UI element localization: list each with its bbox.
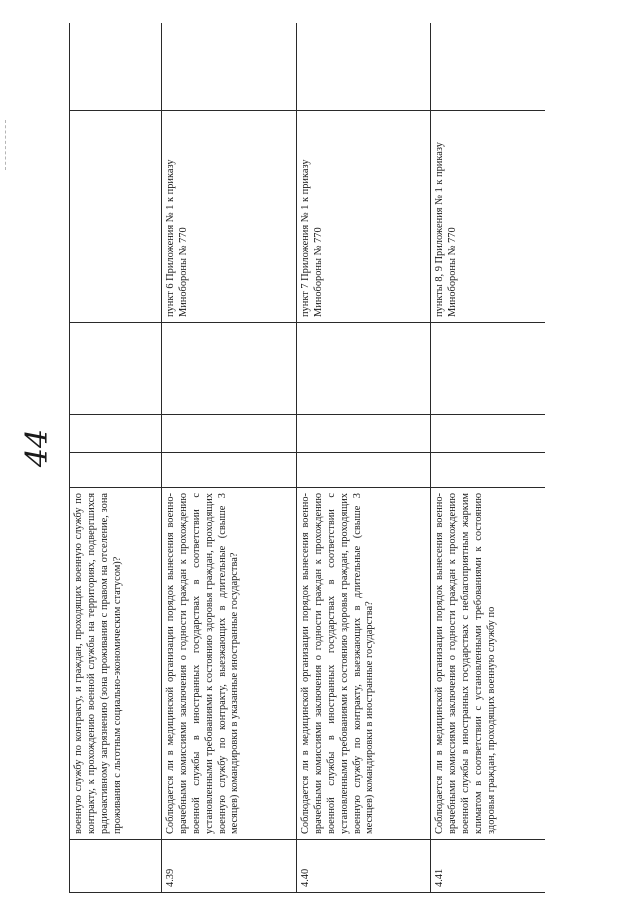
- answer-no-cell: [431, 415, 546, 453]
- row-number: 4.39: [162, 840, 297, 893]
- comment-cell: [162, 23, 297, 111]
- comment-cell: [431, 23, 546, 111]
- legal-reference: пункты 8, 9 Приложения № 1 к приказу Минобороны № 770: [431, 111, 546, 323]
- answer-yes-cell: [431, 453, 546, 488]
- question-text: Соблюдается ли в медицинской организации порядок вынесения военно-врачебными комиссиями заключения о годности граждан к прохождению военной службы в иностранных государствах в соответствии с установленными требованиями к состоянию здоровья граждан, проходящих военную службу по контракту, выезжающих в длительные (свыше 3 месяцев) командировки в указанные иностранные государства?: [162, 488, 297, 840]
- answer-no-cell: [162, 415, 297, 453]
- legal-reference: пункт 7 Приложения № 1 к приказу Минобороны № 770: [297, 111, 431, 323]
- table-row: [162, 23, 297, 893]
- not-applicable-cell: [431, 323, 546, 415]
- question-text: Соблюдается ли в медицинской организации порядок вынесения военно-врачебными комиссиями заключения о годности граждан к прохождению военной службы в иностранных государствах в соответствии с установленными требованиями к состоянию здоровья граждан, проходящих военную службу по контракту, выезжающих в длительные (свыше 3 месяцев) командировки в иностранные государства?: [297, 488, 431, 840]
- table-viewport: [69, 23, 545, 893]
- row-number: [70, 840, 162, 893]
- not-applicable-cell: [70, 323, 162, 415]
- legal-reference: пункт 6 Приложения № 1 к приказу Минобороны № 770: [162, 111, 297, 323]
- rotated-page-frame: [69, 23, 545, 893]
- answer-yes-cell: [162, 453, 297, 488]
- checklist-table: [69, 23, 545, 893]
- question-text: Соблюдается ли в медицинской организации порядок вынесения военно-врачебными комиссиями заключения о годности граждан к прохождению военной службы в иностранных государствах с неблагоприятным жарким климатом в соответствии с установленными требованиями к состоянию здоровья граждан, проходящих военную службу по: [431, 488, 546, 840]
- answer-yes-cell: [297, 453, 431, 488]
- table-row: [297, 23, 431, 893]
- row-number: 4.40: [297, 840, 431, 893]
- answer-no-cell: [70, 415, 162, 453]
- comment-cell: [70, 23, 162, 111]
- legal-reference: [70, 111, 162, 323]
- row-number: 4.41: [431, 840, 546, 893]
- not-applicable-cell: [162, 323, 297, 415]
- table-row: [431, 23, 546, 893]
- scan-edge-mark: [5, 120, 8, 170]
- answer-yes-cell: [70, 453, 162, 488]
- not-applicable-cell: [297, 323, 431, 415]
- table-row: [70, 23, 162, 893]
- answer-no-cell: [297, 415, 431, 453]
- question-text: военную службу по контракту, и граждан, проходящих военную службу по контракту, к прохождению военной службы на территориях, подвергшихся радиоактивному загрязнению (зона проживания с правом на отселение, зона проживания с льготным социально-экономическим статусом)?: [70, 488, 162, 840]
- comment-cell: [297, 23, 431, 111]
- page-number: 44: [20, 428, 55, 468]
